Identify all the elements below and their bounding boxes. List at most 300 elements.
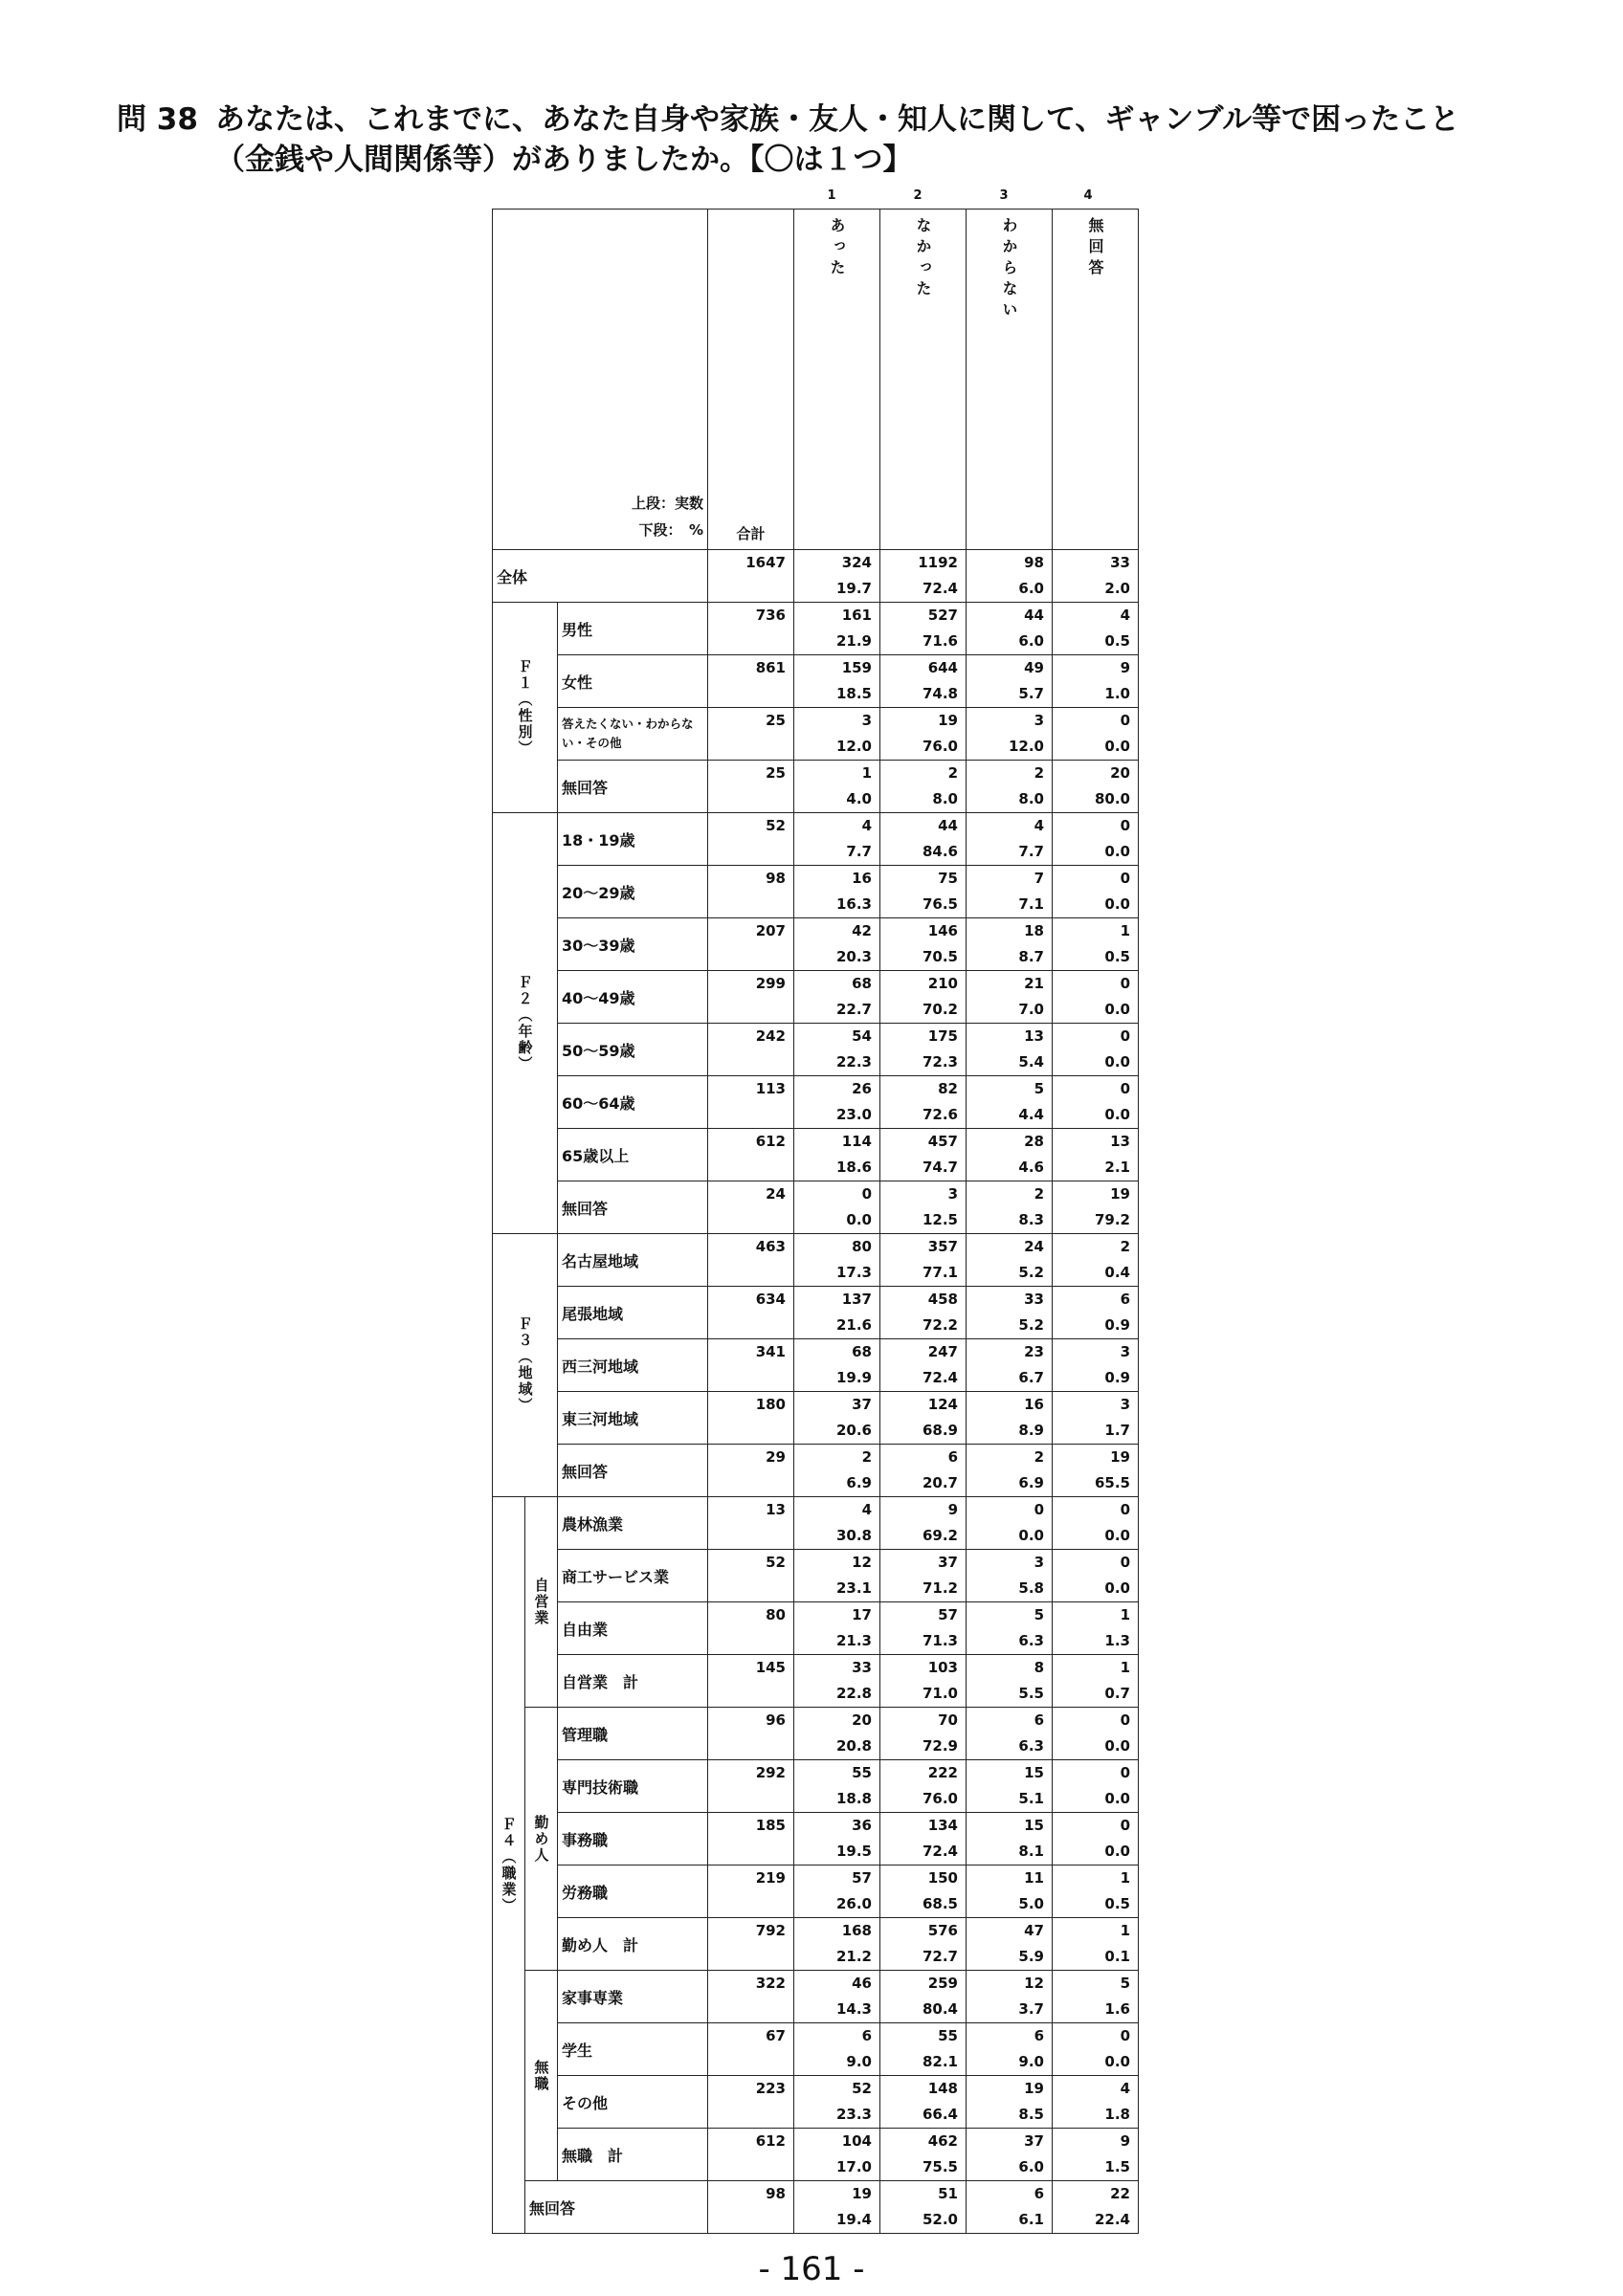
value-cell-percent: 0.0 xyxy=(1104,895,1130,913)
value-cell-count: 22 xyxy=(1110,2185,1130,2202)
total-cell-percent xyxy=(708,1102,793,1128)
total-cell-count: 612 xyxy=(755,1133,786,1150)
total-label: 合計 xyxy=(736,525,766,542)
value-cell xyxy=(794,1602,880,1655)
value-cell-count: 259 xyxy=(927,1975,958,1992)
value-cell-count: 4 xyxy=(1120,2080,1130,2097)
total-cell xyxy=(708,1497,794,1550)
value-cell xyxy=(967,1339,1053,1392)
value-cell-percent: 19.9 xyxy=(835,1369,872,1386)
value-cell-percent: 22.7 xyxy=(835,1001,872,1018)
question-number: 問 38 xyxy=(117,102,198,137)
value-cell-count: 19 xyxy=(852,2185,872,2202)
value-cell-count: 57 xyxy=(938,1606,958,1623)
value-cell-percent: 5.0 xyxy=(1018,1895,1044,1912)
value-cell-percent: 0.7 xyxy=(1104,1685,1130,1702)
value-cell xyxy=(880,1550,967,1602)
total-cell-percent xyxy=(708,1733,793,1759)
value-cell-count: 1 xyxy=(861,764,872,782)
value-cell-count: 3 xyxy=(861,712,872,729)
total-cell xyxy=(708,708,794,761)
total-cell-percent xyxy=(708,1418,793,1444)
total-cell-count: 207 xyxy=(755,922,786,939)
value-cell-percent: 20.7 xyxy=(922,1474,958,1491)
value-cell-count: 457 xyxy=(927,1133,958,1150)
value-cell-count: 1 xyxy=(1120,1659,1130,1676)
table-row xyxy=(493,1550,1139,1602)
value-cell-percent: 0.5 xyxy=(1104,948,1130,965)
value-cell-percent: 3.7 xyxy=(1018,2000,1044,2018)
value-cell-count: 57 xyxy=(852,1869,872,1887)
value-cell xyxy=(1053,1287,1139,1339)
value-cell-count: 52 xyxy=(852,2080,872,2097)
value-cell-percent: 8.3 xyxy=(1018,1211,1044,1228)
value-cell-count: 1 xyxy=(1120,922,1130,939)
value-cell-count: 12 xyxy=(1024,1975,1044,1992)
value-cell xyxy=(794,2023,880,2076)
total-cell xyxy=(708,1181,794,1234)
row-label: 60〜64歳 xyxy=(558,1076,708,1129)
value-cell-percent: 66.4 xyxy=(922,2106,958,2123)
value-cell-percent: 8.0 xyxy=(932,790,958,807)
value-cell-count: 6 xyxy=(1034,1711,1044,1729)
value-cell xyxy=(880,1602,967,1655)
value-cell-percent: 80.0 xyxy=(1094,790,1130,807)
value-cell-count: 103 xyxy=(927,1659,958,1676)
row-label: 無回答 xyxy=(525,2181,708,2234)
group-label-cell xyxy=(525,1971,558,2181)
value-cell-percent: 71.2 xyxy=(922,1579,958,1597)
value-cell-count: 161 xyxy=(841,607,872,624)
total-header xyxy=(708,210,794,550)
value-cell-count: 21 xyxy=(1024,975,1044,992)
value-cell-count: 2 xyxy=(861,1448,872,1466)
value-cell-count: 222 xyxy=(927,1764,958,1781)
value-cell xyxy=(794,1129,880,1181)
value-cell xyxy=(880,1024,967,1076)
table-row xyxy=(493,1918,1139,1971)
value-cell-count: 49 xyxy=(1024,659,1044,676)
row-label: 65歳以上 xyxy=(558,1129,708,1181)
value-cell-count: 146 xyxy=(927,922,958,939)
total-cell-count: 736 xyxy=(755,607,786,624)
value-cell xyxy=(1053,1129,1139,1181)
value-cell xyxy=(880,708,967,761)
value-cell-percent: 22.4 xyxy=(1094,2211,1130,2228)
value-cell-percent: 5.7 xyxy=(1018,685,1044,702)
value-cell xyxy=(967,1760,1053,1813)
value-cell xyxy=(794,761,880,813)
value-cell xyxy=(794,708,880,761)
value-cell xyxy=(880,1234,967,1287)
value-cell-percent: 18.5 xyxy=(835,685,872,702)
total-cell-percent xyxy=(708,1839,793,1865)
value-cell-count: 9 xyxy=(1120,659,1130,676)
value-cell-percent: 6.0 xyxy=(1018,632,1044,650)
value-cell-percent: 1.7 xyxy=(1104,1422,1130,1439)
value-cell xyxy=(880,813,967,866)
total-cell xyxy=(708,1918,794,1971)
value-cell-count: 37 xyxy=(1024,2132,1044,2150)
total-cell-count: 29 xyxy=(766,1448,786,1466)
row-label: 全体 xyxy=(493,550,708,603)
value-cell xyxy=(1053,1497,1139,1550)
total-cell xyxy=(708,2023,794,2076)
total-cell xyxy=(708,1760,794,1813)
total-cell-count: 185 xyxy=(755,1817,786,1834)
value-cell xyxy=(1053,1655,1139,1708)
total-cell-percent xyxy=(708,1313,793,1338)
value-cell-percent: 22.3 xyxy=(835,1053,872,1071)
value-cell-percent: 12.0 xyxy=(835,738,872,755)
value-cell-count: 2 xyxy=(1034,1185,1044,1203)
value-cell xyxy=(794,1918,880,1971)
value-cell-count: 527 xyxy=(927,607,958,624)
value-cell-count: 0 xyxy=(1120,1080,1130,1097)
value-cell xyxy=(794,1445,880,1497)
table-row xyxy=(493,971,1139,1024)
value-cell-count: 0 xyxy=(1120,1711,1130,1729)
option-label: あった xyxy=(828,217,846,280)
value-cell-percent: 4.0 xyxy=(846,790,872,807)
table-row xyxy=(493,2076,1139,2129)
value-cell-percent: 23.1 xyxy=(835,1579,872,1597)
value-cell xyxy=(1053,2076,1139,2129)
row-label: 答えたくない・わからない・その他 xyxy=(558,708,708,761)
value-cell-percent: 1.8 xyxy=(1104,2106,1130,2123)
value-cell-percent: 0.0 xyxy=(1104,1527,1130,1544)
column-number: 4 xyxy=(1083,188,1093,203)
table-row xyxy=(493,761,1139,813)
value-cell xyxy=(967,603,1053,655)
value-cell xyxy=(1053,550,1139,603)
value-cell-count: 13 xyxy=(1110,1133,1130,1150)
value-cell-percent: 70.2 xyxy=(922,1001,958,1018)
value-cell-percent: 6.9 xyxy=(846,1474,872,1491)
total-cell-percent xyxy=(708,839,793,865)
value-cell-count: 148 xyxy=(927,2080,958,2097)
row-label: 専門技術職 xyxy=(558,1760,708,1813)
value-cell xyxy=(880,1076,967,1129)
value-cell-count: 46 xyxy=(852,1975,872,1992)
value-cell xyxy=(880,1497,967,1550)
table-row xyxy=(493,866,1139,918)
value-cell xyxy=(1053,1445,1139,1497)
value-cell-count: 11 xyxy=(1024,1869,1044,1887)
option-label: わからない xyxy=(1000,217,1018,322)
value-cell-percent: 0.0 xyxy=(1104,1106,1130,1123)
value-cell-count: 19 xyxy=(1110,1185,1130,1203)
table-row xyxy=(493,813,1139,866)
value-cell-percent: 75.5 xyxy=(922,2158,958,2175)
value-cell-count: 576 xyxy=(927,1922,958,1939)
option-header xyxy=(794,210,880,550)
value-cell-count: 4 xyxy=(861,817,872,834)
value-cell-count: 17 xyxy=(852,1606,872,1623)
value-cell-count: 210 xyxy=(927,975,958,992)
value-cell-percent: 68.5 xyxy=(922,1895,958,1912)
value-cell-count: 175 xyxy=(927,1027,958,1045)
value-cell-count: 20 xyxy=(1110,764,1130,782)
value-cell-count: 247 xyxy=(927,1343,958,1360)
value-cell xyxy=(880,1918,967,1971)
value-cell-count: 6 xyxy=(1034,2027,1044,2044)
value-cell-count: 114 xyxy=(841,1133,872,1150)
value-cell xyxy=(967,761,1053,813)
group-label-cell xyxy=(525,1497,558,1708)
value-cell-percent: 65.5 xyxy=(1094,1474,1130,1491)
total-cell-percent xyxy=(708,1891,793,1917)
total-cell-percent xyxy=(708,1260,793,1286)
row-label: その他 xyxy=(558,2076,708,2129)
option-header xyxy=(1053,210,1139,550)
value-cell xyxy=(1053,1550,1139,1602)
table-row xyxy=(493,1971,1139,2023)
value-cell xyxy=(967,866,1053,918)
total-cell-count: 13 xyxy=(766,1501,786,1518)
total-cell-percent xyxy=(708,2154,793,2180)
value-cell-percent: 70.5 xyxy=(922,948,958,965)
value-cell-percent: 8.5 xyxy=(1018,2106,1044,2123)
table-row xyxy=(493,1024,1139,1076)
total-cell xyxy=(708,1024,794,1076)
value-cell-count: 5 xyxy=(1034,1606,1044,1623)
value-cell-percent: 69.2 xyxy=(922,1527,958,1544)
value-cell xyxy=(967,813,1053,866)
value-cell-count: 4 xyxy=(1120,607,1130,624)
value-cell xyxy=(967,1024,1053,1076)
value-cell-percent: 5.1 xyxy=(1018,1790,1044,1807)
value-cell xyxy=(880,2023,967,2076)
value-cell xyxy=(880,1760,967,1813)
value-cell-percent: 19.4 xyxy=(835,2211,872,2228)
row-label: 無回答 xyxy=(558,761,708,813)
value-cell-count: 75 xyxy=(938,870,958,887)
row-label: 50〜59歳 xyxy=(558,1024,708,1076)
table-row xyxy=(493,1497,1139,1550)
group-label-cell xyxy=(493,1497,525,2234)
value-cell-percent: 2.0 xyxy=(1104,580,1130,597)
value-cell-count: 644 xyxy=(927,659,958,676)
value-cell-count: 0 xyxy=(1120,2027,1130,2044)
total-cell-percent xyxy=(708,681,793,707)
total-cell-count: 80 xyxy=(766,1606,786,1623)
value-cell-percent: 20.8 xyxy=(835,1737,872,1755)
value-cell xyxy=(880,1287,967,1339)
value-cell xyxy=(880,1866,967,1918)
value-cell xyxy=(794,813,880,866)
value-cell-count: 1192 xyxy=(918,554,958,571)
value-cell-count: 0 xyxy=(1120,817,1130,834)
value-cell xyxy=(794,603,880,655)
value-cell xyxy=(1053,1760,1139,1813)
value-cell-count: 3 xyxy=(1120,1343,1130,1360)
value-cell-percent: 1.6 xyxy=(1104,2000,1130,2018)
total-cell-percent xyxy=(708,1155,793,1181)
group-label: Ｆ１（性別） xyxy=(516,658,534,757)
value-cell xyxy=(967,1129,1053,1181)
value-cell-percent: 72.7 xyxy=(922,1948,958,1965)
row-label: 学生 xyxy=(558,2023,708,2076)
table-row xyxy=(493,918,1139,971)
value-cell-count: 82 xyxy=(938,1080,958,1097)
value-cell-count: 3 xyxy=(947,1185,958,1203)
value-cell-count: 458 xyxy=(927,1291,958,1308)
value-cell-percent: 52.0 xyxy=(922,2211,958,2228)
value-cell-percent: 76.0 xyxy=(922,738,958,755)
table-row xyxy=(493,1866,1139,1918)
value-cell xyxy=(1053,708,1139,761)
value-cell-percent: 9.0 xyxy=(1018,2053,1044,2070)
total-cell xyxy=(708,1287,794,1339)
value-cell xyxy=(967,1708,1053,1760)
total-cell-count: 792 xyxy=(755,1922,786,1939)
value-cell-count: 68 xyxy=(852,975,872,992)
group-label-cell xyxy=(493,813,558,1234)
value-cell-percent: 71.0 xyxy=(922,1685,958,1702)
value-cell-count: 28 xyxy=(1024,1133,1044,1150)
value-cell-percent: 18.8 xyxy=(835,1790,872,1807)
value-cell-percent: 0.0 xyxy=(1104,1790,1130,1807)
total-cell-count: 299 xyxy=(755,975,786,992)
value-cell xyxy=(967,1497,1053,1550)
option-header xyxy=(880,210,967,550)
value-cell-count: 16 xyxy=(1024,1396,1044,1413)
value-cell-percent: 0.0 xyxy=(1104,1737,1130,1755)
table-row xyxy=(493,1287,1139,1339)
value-cell xyxy=(880,655,967,708)
value-cell-percent: 0.0 xyxy=(1104,2053,1130,2070)
value-cell-percent: 6.0 xyxy=(1018,2158,1044,2175)
value-cell-count: 6 xyxy=(947,1448,958,1466)
value-cell xyxy=(794,1339,880,1392)
value-cell xyxy=(1053,1181,1139,1234)
value-cell-count: 0 xyxy=(1034,1501,1044,1518)
row-label: 管理職 xyxy=(558,1708,708,1760)
value-cell xyxy=(794,2181,880,2234)
value-cell xyxy=(880,603,967,655)
value-cell-percent: 80.4 xyxy=(922,2000,958,2018)
value-cell-percent: 12.0 xyxy=(1008,738,1044,755)
value-cell xyxy=(1053,603,1139,655)
value-cell-count: 104 xyxy=(841,2132,872,2150)
value-cell xyxy=(1053,1392,1139,1445)
value-cell-percent: 6.0 xyxy=(1018,580,1044,597)
value-cell-count: 55 xyxy=(938,2027,958,2044)
total-cell-percent xyxy=(708,1576,793,1601)
total-cell xyxy=(708,1813,794,1866)
total-cell xyxy=(708,2181,794,2234)
total-cell-percent xyxy=(708,1523,793,1549)
value-cell xyxy=(794,1181,880,1234)
value-cell-percent: 72.4 xyxy=(922,1369,958,1386)
value-cell xyxy=(967,918,1053,971)
group-label: 勤め人 xyxy=(532,1814,550,1864)
total-cell xyxy=(708,866,794,918)
total-cell-percent xyxy=(708,786,793,812)
value-cell-count: 19 xyxy=(1024,2080,1044,2097)
value-cell-percent: 7.1 xyxy=(1018,895,1044,913)
row-label: 女性 xyxy=(558,655,708,708)
value-cell-count: 124 xyxy=(927,1396,958,1413)
value-cell-percent: 16.3 xyxy=(835,895,872,913)
legend-cell xyxy=(493,210,708,550)
value-cell xyxy=(880,1813,967,1866)
value-cell-percent: 0.9 xyxy=(1104,1369,1130,1386)
value-cell-count: 150 xyxy=(927,1869,958,1887)
value-cell-count: 33 xyxy=(1024,1291,1044,1308)
row-label: 勤め人 計 xyxy=(558,1918,708,1971)
total-cell-count: 612 xyxy=(755,2132,786,2150)
value-cell xyxy=(1053,971,1139,1024)
total-cell-count: 98 xyxy=(766,2185,786,2202)
total-cell-percent xyxy=(708,944,793,970)
value-cell-count: 68 xyxy=(852,1343,872,1360)
table-row xyxy=(493,1708,1139,1760)
total-cell xyxy=(708,1708,794,1760)
column-number: 2 xyxy=(913,188,923,203)
value-cell xyxy=(794,1655,880,1708)
value-cell-count: 15 xyxy=(1024,1764,1044,1781)
value-cell-count: 6 xyxy=(861,2027,872,2044)
total-cell xyxy=(708,1076,794,1129)
value-cell-percent: 72.9 xyxy=(922,1737,958,1755)
value-cell-percent: 0.0 xyxy=(1018,1527,1044,1544)
total-cell-count: 52 xyxy=(766,1554,786,1571)
value-cell xyxy=(880,1708,967,1760)
value-cell xyxy=(967,971,1053,1024)
row-label: 西三河地域 xyxy=(558,1339,708,1392)
value-cell-percent: 8.0 xyxy=(1018,790,1044,807)
value-cell xyxy=(880,550,967,603)
value-cell-percent: 21.3 xyxy=(835,1632,872,1649)
total-cell-count: 24 xyxy=(766,1185,786,1203)
value-cell-percent: 17.0 xyxy=(835,2158,872,2175)
total-cell xyxy=(708,655,794,708)
value-cell-percent: 19.5 xyxy=(835,1843,872,1860)
value-cell-percent: 6.3 xyxy=(1018,1737,1044,1755)
value-cell xyxy=(880,1181,967,1234)
value-cell-percent: 0.5 xyxy=(1104,1895,1130,1912)
value-cell xyxy=(967,1866,1053,1918)
value-cell-percent: 19.7 xyxy=(835,580,872,597)
total-cell xyxy=(708,1655,794,1708)
value-cell xyxy=(1053,2023,1139,2076)
total-cell-count: 180 xyxy=(755,1396,786,1413)
value-cell-count: 36 xyxy=(852,1817,872,1834)
value-cell xyxy=(794,1076,880,1129)
value-cell xyxy=(794,1392,880,1445)
value-cell-percent: 1.0 xyxy=(1104,685,1130,702)
value-cell xyxy=(967,1655,1053,1708)
value-cell-count: 0 xyxy=(861,1185,872,1203)
total-cell-percent xyxy=(708,2207,793,2233)
value-cell-percent: 84.6 xyxy=(922,843,958,860)
value-cell-percent: 0.5 xyxy=(1104,632,1130,650)
value-cell-percent: 12.5 xyxy=(922,1211,958,1228)
table-row xyxy=(493,550,1139,603)
value-cell-count: 0 xyxy=(1120,975,1130,992)
row-label: 農林漁業 xyxy=(558,1497,708,1550)
value-cell xyxy=(794,1497,880,1550)
group-label: 自営業 xyxy=(532,1578,550,1626)
value-cell-percent: 20.6 xyxy=(835,1422,872,1439)
value-cell-percent: 5.2 xyxy=(1018,1316,1044,1334)
value-cell-count: 7 xyxy=(1034,870,1044,887)
total-cell xyxy=(708,1971,794,2023)
value-cell xyxy=(967,655,1053,708)
total-cell-percent xyxy=(708,1365,793,1391)
